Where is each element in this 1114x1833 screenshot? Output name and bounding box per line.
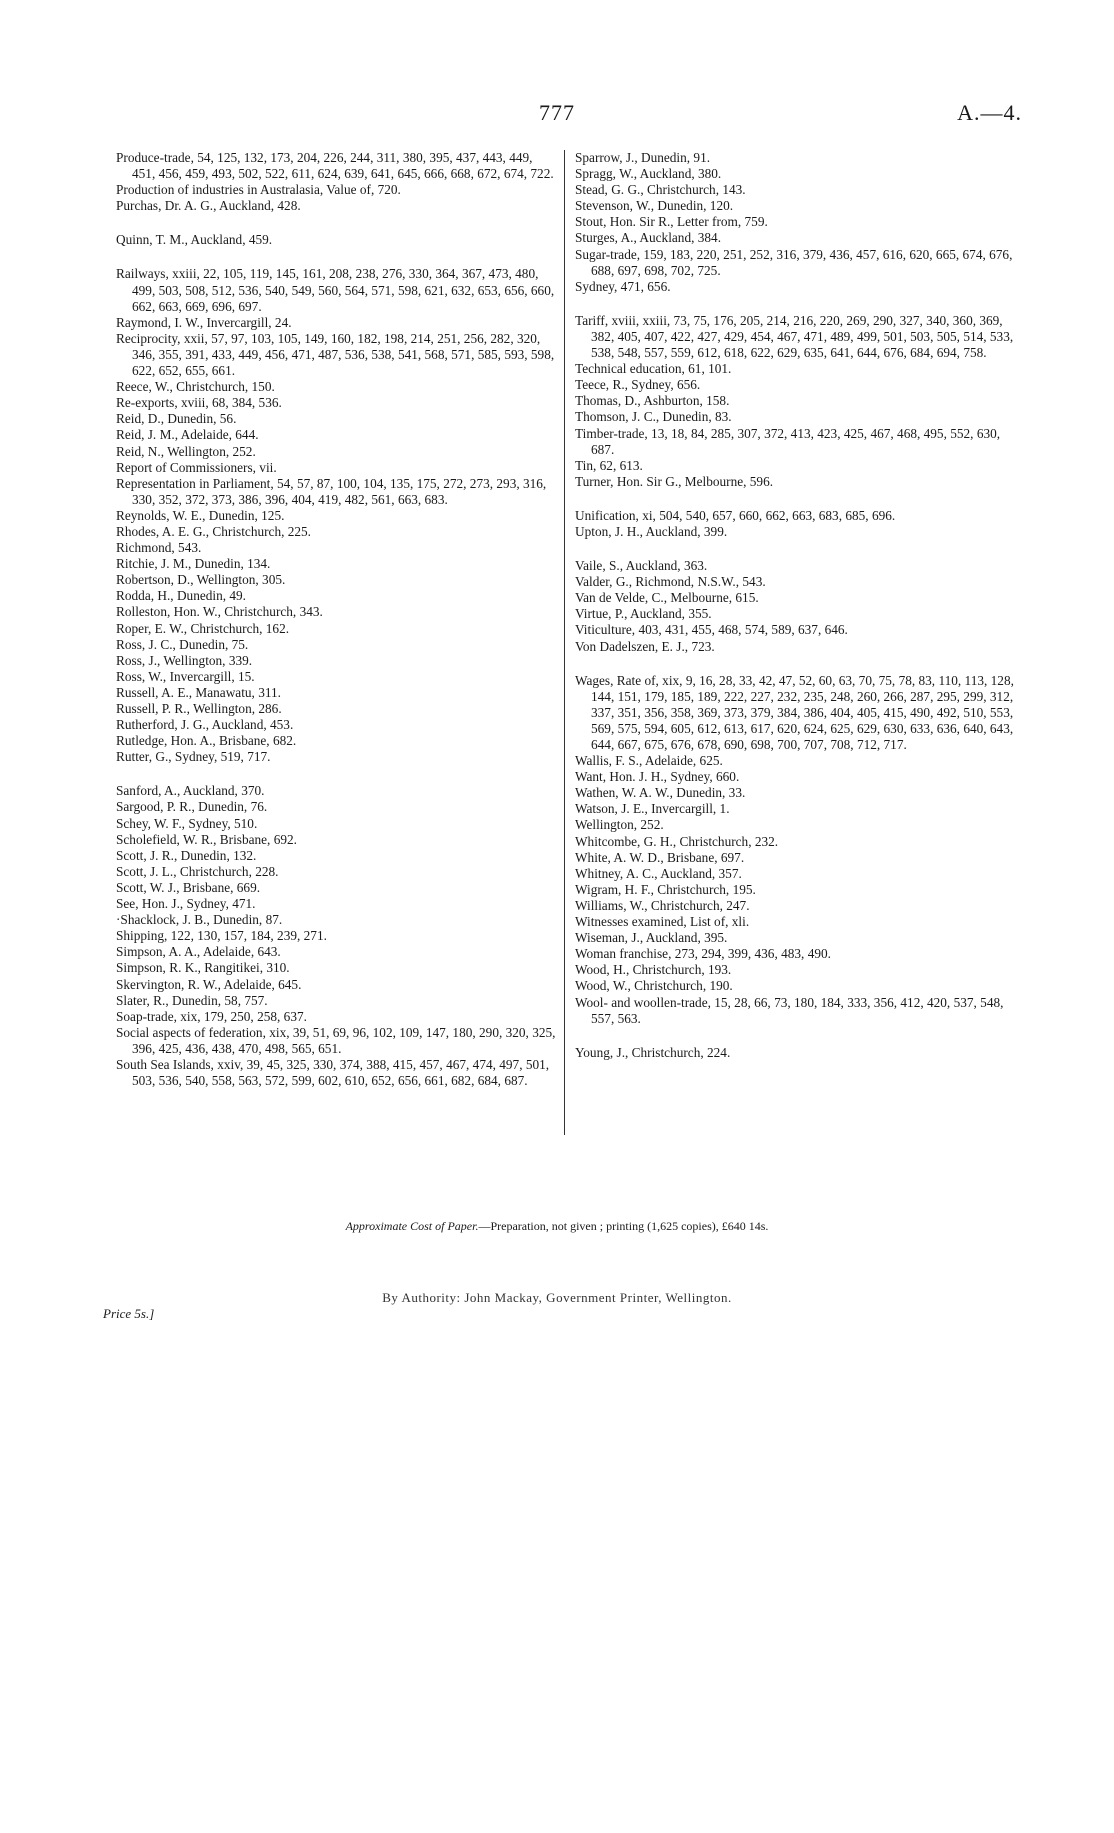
index-entry: Vaile, S., Auckland, 363. [575, 558, 708, 574]
index-entry: Robertson, D., Wellington, 305. [116, 572, 286, 588]
index-column-right [575, 150, 1025, 1061]
index-entry: Russell, P. R., Wellington, 286. [116, 701, 282, 716]
index-entry: Sugar-trade, 159, 183, 220, 251, 252, 316, 379, 436, 457, 616, 620, 665, 674, 676, 688, 697, 698, 702, 725. [575, 246, 1013, 278]
index-entry: Ritchie, J. M., Dunedin, 134. [116, 556, 271, 572]
index-entry: Technical education, 61, 101. [575, 361, 732, 377]
index-entry: Young, J., Christchurch, 224. [575, 1044, 731, 1060]
index-entry: Teece, R., Sydney, 656. [575, 377, 701, 393]
index-entry: Virtue, P., Auckland, 355. [575, 606, 712, 622]
index-entry: Sturges, A., Auckland, 384. [575, 230, 722, 246]
group-spacer [116, 765, 556, 783]
document-code: A.—4. [957, 100, 1022, 125]
index-entry: Wiseman, J., Auckland, 395. [575, 930, 728, 946]
column-divider [564, 150, 565, 1135]
page-number: 777 [539, 100, 575, 125]
index-entry: Whitcombe, G. H., Christchurch, 232. [575, 833, 779, 849]
index-entry: Witnesses examined, List of, xli. [575, 914, 750, 930]
index-entry: Stead, G. G., Christchurch, 143. [575, 182, 746, 198]
index-entry: Unification, xi, 504, 540, 657, 660, 662, 663, 683, 685, 696. [575, 507, 896, 523]
index-entry: Von Dadelszen, E. J., 723. [575, 638, 715, 654]
index-entry: Re-exports, xviii, 68, 384, 536. [116, 395, 282, 411]
index-entry: Whitney, A. C., Auckland, 357. [575, 865, 742, 881]
index-entry: Upton, J. H., Auckland, 399. [575, 523, 728, 539]
index-entry: Wigram, H. F., Christchurch, 195. [575, 881, 756, 897]
index-entry: Quinn, T. M., Auckland, 459. [116, 232, 273, 248]
index-entry: Wool- and woollen-trade, 15, 28, 66, 73, 180, 184, 333, 356, 412, 420, 537, 548, 557, 563. [575, 994, 1004, 1026]
index-entry: Shipping, 122, 130, 157, 184, 239, 271. [116, 928, 327, 944]
group-spacer [575, 490, 1025, 508]
index-entry: Representation in Parliament, 54, 57, 87, 100, 104, 135, 175, 272, 273, 293, 316, 330, 352, 372, 373, 386, 396, 404, 419, 482, 561, 663, 683. [116, 475, 547, 507]
index-entry: Valder, G., Richmond, N.S.W., 543. [575, 574, 766, 590]
index-entry: Watson, J. E., Invercargill, 1. [575, 801, 730, 817]
index-column-left [116, 150, 556, 1089]
printer-authority: By Authority: John Mackay, Government Printer, Wellington. [382, 1290, 732, 1305]
group-spacer [575, 655, 1025, 673]
index-entry: Want, Hon. J. H., Sydney, 660. [575, 769, 740, 785]
index-entry: Stout, Hon. Sir R., Letter from, 759. [575, 214, 768, 230]
cost-label: Approximate Cost of Paper. [345, 1219, 479, 1233]
index-entry: Sargood, P. R., Dunedin, 76. [116, 799, 268, 815]
index-entry: Reid, N., Wellington, 252. [116, 443, 256, 459]
index-entry: Rutledge, Hon. A., Brisbane, 682. [116, 733, 297, 749]
index-entry: Reciprocity, xxii, 57, 97, 103, 105, 149, 160, 182, 198, 214, 251, 256, 282, 320, 346, 355, 391, 433, 449, 456, 471, 487, 536, 538, 541, 568, 571, 585, 593, 598, 622, 652, 655, 661. [116, 330, 555, 379]
index-entry: Report of Commissioners, vii. [116, 459, 277, 475]
group-spacer [575, 1027, 1025, 1045]
index-entry: Rhodes, A. E. G., Christchurch, 225. [116, 523, 312, 539]
index-entry: White, A. W. D., Brisbane, 697. [575, 849, 745, 865]
index-entry: Turner, Hon. Sir G., Melbourne, 596. [575, 473, 774, 489]
index-entry: Viticulture, 403, 431, 455, 468, 574, 589, 637, 646. [575, 622, 848, 638]
index-entry: Wallis, F. S., Adelaide, 625. [575, 753, 723, 769]
index-entry: Wellington, 252. [575, 817, 664, 833]
index-entry: Soap-trade, xix, 179, 250, 258, 637. [116, 1008, 307, 1024]
index-entry: Wages, Rate of, xix, 9, 16, 28, 33, 42, 47, 52, 60, 63, 70, 75, 78, 83, 110, 113, 128, 144, 151, 179, 185, 189, 222, 227, 232, 235, 248, 260, 266, 287, 295, 299, 312, 337, 351, 356, 358, 369, 373, 379, 384, 386, 404, 405, 415, 490, 492, 510, 553, 569, 575, 594, 605, 612, 613, 617, 620, 624, 625, 629, 630, 633, 636, 640, 643, 644, 667, 675, 676, 678, 690, 698, 700, 707, 708, 712, 717. [575, 672, 1014, 752]
index-entry: Sydney, 471, 656. [575, 278, 671, 294]
index-entry: Ross, J. C., Dunedin, 75. [116, 636, 249, 652]
index-entry: Reece, W., Christchurch, 150. [116, 379, 275, 395]
index-entry: Scott, W. J., Brisbane, 669. [116, 879, 261, 895]
index-entry: Wood, H., Christchurch, 193. [575, 962, 732, 978]
index-entry: Timber-trade, 13, 18, 84, 285, 307, 372, 413, 423, 425, 467, 468, 495, 552, 630, 687. [575, 425, 1001, 457]
index-entry: Spragg, W., Auckland, 380. [575, 166, 722, 182]
index-entry: See, Hon. J., Sydney, 471. [116, 896, 256, 912]
index-entry: Woman franchise, 273, 294, 399, 436, 483, 490. [575, 946, 831, 962]
index-entry: Schey, W. F., Sydney, 510. [116, 815, 258, 831]
cost-text: —Preparation, not given ; printing (1,625 copies), £640 14s. [478, 1219, 769, 1233]
index-entry: Ross, J., Wellington, 339. [116, 652, 253, 668]
index-entry: Richmond, 543. [116, 540, 202, 556]
group-spacer [575, 295, 1025, 313]
index-entry: Production of industries in Australasia, Value of, 720. [116, 182, 401, 198]
index-entry: Van de Velde, C., Melbourne, 615. [575, 590, 759, 606]
index-entry: Wathen, W. A. W., Dunedin, 33. [575, 785, 746, 801]
index-entry: Rutter, G., Sydney, 519, 717. [116, 749, 271, 765]
index-entry: South Sea Islands, xxiv, 39, 45, 325, 330, 374, 388, 415, 457, 467, 474, 497, 501, 503, 536, 540, 558, 563, 572, 599, 602, 610, 652, 656, 661, 682, 684, 687. [116, 1056, 550, 1089]
index-entry: Scott, J. L., Christchurch, 228. [116, 863, 279, 879]
index-entry: Slater, R., Dunedin, 58, 757. [116, 992, 268, 1008]
index-entry: Simpson, R. K., Rangitikei, 310. [116, 960, 290, 976]
index-entry: Simpson, A. A., Adelaide, 643. [116, 944, 281, 960]
index-entry: Social aspects of federation, xix, 39, 51, 69, 96, 102, 109, 147, 180, 290, 320, 325, 396, 425, 436, 438, 470, 498, 565, 651. [116, 1024, 556, 1056]
price-note: Price 5s.] [103, 1306, 155, 1321]
index-entry: Williams, W., Christchurch, 247. [575, 897, 750, 913]
index-entry: Thomas, D., Ashburton, 158. [575, 393, 730, 409]
index-entry: Rutherford, J. G., Auckland, 453. [116, 717, 294, 733]
index-entry: Reid, J. M., Adelaide, 644. [116, 427, 259, 443]
index-entry: Raymond, I. W., Invercargill, 24. [116, 314, 292, 330]
index-entry: Reid, D., Dunedin, 56. [116, 411, 237, 427]
cost-of-paper-note [0, 1219, 1114, 1234]
index-entry: Wood, W., Christchurch, 190. [575, 978, 733, 994]
group-spacer [575, 540, 1025, 558]
index-entry: Sparrow, J., Dunedin, 91. [575, 150, 711, 165]
index-entry: Scott, J. R., Dunedin, 132. [116, 847, 257, 863]
index-entry: Sanford, A., Auckland, 370. [116, 783, 265, 799]
index-entry: Tin, 62, 613. [575, 457, 643, 473]
index-entry: Skervington, R. W., Adelaide, 645. [116, 976, 302, 992]
index-entry: Tariff, xviii, xxiii, 73, 75, 176, 205, 214, 216, 220, 269, 290, 327, 340, 360, 369, 382, 405, 407, 422, 427, 429, 454, 467, 471, 489, 499, 501, 503, 505, 514, 533, 538, 548, 557, 559, 612, 618, 622, 629, 635, 641, 644, 676, 684, 694, 758. [575, 312, 1014, 361]
index-entry: Rolleston, Hon. W., Christchurch, 343. [116, 604, 323, 620]
index-entry: Thomson, J. C., Dunedin, 83. [575, 409, 732, 425]
index-entry: Produce-trade, 54, 125, 132, 173, 204, 226, 244, 311, 380, 395, 437, 443, 449, 451, 456, 459, 493, 502, 522, 611, 624, 639, 641, 645, 666, 668, 672, 674, 722. [116, 150, 554, 182]
group-spacer [116, 248, 556, 266]
index-entry: Scholefield, W. R., Brisbane, 692. [116, 831, 297, 847]
index-entry: Ross, W., Invercargill, 15. [116, 668, 255, 684]
index-entry: Roper, E. W., Christchurch, 162. [116, 620, 290, 636]
group-spacer [116, 214, 556, 232]
index-entry: Purchas, Dr. A. G., Auckland, 428. [116, 198, 301, 214]
index-entry: Railways, xxiii, 22, 105, 119, 145, 161, 208, 238, 276, 330, 364, 367, 473, 480, 499, 503, 508, 512, 536, 540, 549, 560, 564, 571, 598, 621, 632, 653, 656, 660, 662, 663, 669, 696, 697. [116, 266, 555, 314]
index-entry: Russell, A. E., Manawatu, 311. [116, 684, 281, 700]
index-entry: Stevenson, W., Dunedin, 120. [575, 198, 734, 214]
index-entry: Reynolds, W. E., Dunedin, 125. [116, 507, 285, 523]
index-entry: ·Shacklock, J. B., Dunedin, 87. [116, 912, 283, 928]
index-entry: Rodda, H., Dunedin, 49. [116, 588, 247, 604]
